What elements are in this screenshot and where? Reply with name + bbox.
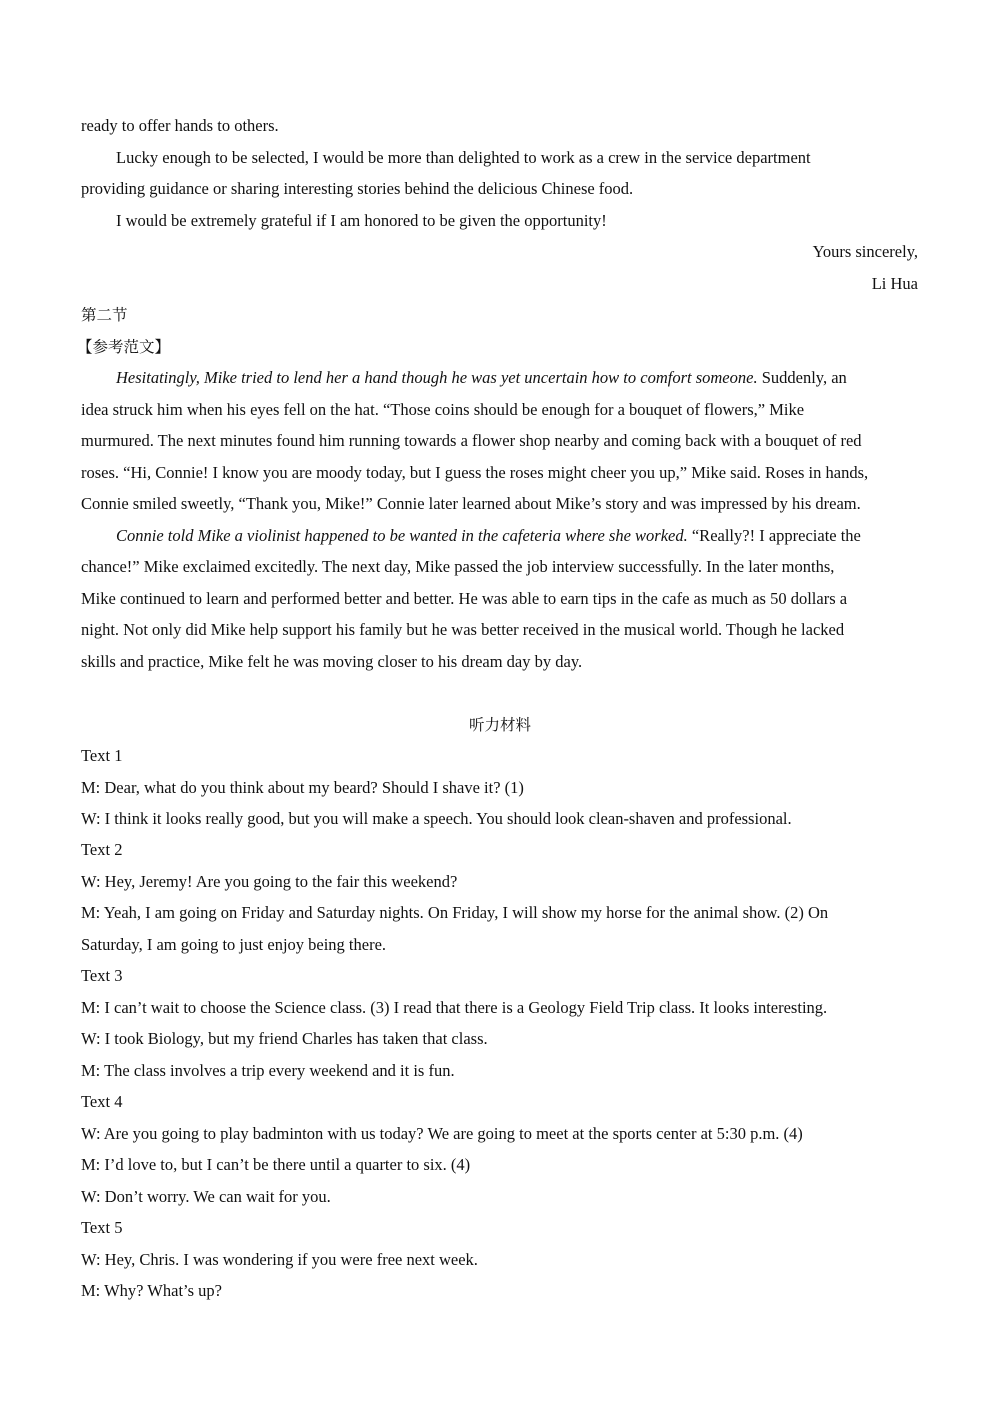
essay-line: Hesitatingly, Mike tried to lend her a hand though he was yet uncertain how to comfort someone. Suddenly, an (116, 368, 847, 387)
letter-signature: Li Hua (871, 274, 918, 293)
transcript-line: W: Hey, Jeremy! Are you going to the fair this weekend? (81, 872, 458, 891)
essay-line: night. Not only did Mike help support his family but he was better received in the musical world. Though he lacked (81, 620, 845, 639)
transcript-line: M: Yeah, I am going on Friday and Saturday nights. On Friday, I will show my horse for the animal show. (2) On (81, 903, 829, 922)
letter-line: ready to offer hands to others. (81, 116, 279, 135)
sample-essay-label: 【参考范文】 (77, 338, 171, 356)
essay-italic-opening: Hesitatingly, Mike tried to lend her a hand though he was yet uncertain how to comfort someone. (116, 368, 758, 387)
letter-line: Lucky enough to be selected, I would be more than delighted to work as a crew in the service department (116, 148, 811, 167)
transcript-line: W: Are you going to play badminton with us today? We are going to meet at the sports center at 5:30 p.m. (4) (81, 1124, 803, 1143)
transcript-line: W: Don’t worry. We can wait for you. (81, 1187, 331, 1206)
transcript-line: M: The class involves a trip every weekend and it is fun. (81, 1061, 455, 1080)
transcript-line: W: Hey, Chris. I was wondering if you were free next week. (81, 1250, 478, 1269)
section-heading: 第二节 (81, 306, 128, 324)
transcript-line: Saturday, I am going to just enjoy being there. (81, 935, 387, 954)
essay-line: Connie told Mike a violinist happened to be wanted in the cafeteria where she worked. “Really?! I appreciate the (116, 526, 861, 545)
letter-closing: Yours sincerely, (812, 242, 918, 261)
essay-line: idea struck him when his eyes fell on the hat. “Those coins should be enough for a bouquet of flowers,” Mike (81, 400, 805, 419)
essay-line: Connie smiled sweetly, “Thank you, Mike!” Connie later learned about Mike’s story and was impressed by his dream. (81, 494, 861, 513)
listening-title: 听力材料 (468, 716, 531, 734)
essay-line: skills and practice, Mike felt he was moving closer to his dream day by day. (81, 652, 583, 671)
essay-line: Mike continued to learn and performed better and better. He was able to earn tips in the cafe as much as 50 dollars a (81, 589, 848, 608)
transcript-line: M: Why? What’s up? (81, 1281, 222, 1300)
transcript-label: Text 3 (81, 966, 123, 985)
transcript-label: Text 1 (81, 746, 123, 765)
transcript-line: M: Dear, what do you think about my beard? Should I shave it? (1) (81, 778, 524, 797)
transcript-label: Text 2 (81, 840, 123, 859)
transcript-line: M: I’d love to, but I can’t be there until a quarter to six. (4) (81, 1155, 471, 1174)
transcript-line: M: I can’t wait to choose the Science class. (3) I read that there is a Geology Field Trip class. It looks interesting. (81, 998, 828, 1017)
letter-line: providing guidance or sharing interesting stories behind the delicious Chinese food. (81, 179, 634, 198)
transcript-line: W: I think it looks really good, but you will make a speech. You should look clean-shaven and professional. (81, 809, 792, 828)
letter-line: I would be extremely grateful if I am honored to be given the opportunity! (116, 211, 607, 230)
transcript-label: Text 4 (81, 1092, 123, 1111)
essay-line: chance!” Mike exclaimed excitedly. The next day, Mike passed the job interview successfully. In the later months, (81, 557, 835, 576)
essay-italic-opening: Connie told Mike a violinist happened to be wanted in the cafeteria where she worked. (116, 526, 688, 545)
essay-line: murmured. The next minutes found him running towards a flower shop nearby and coming back with a bouquet of red (81, 431, 862, 450)
essay-line: roses. “Hi, Connie! I know you are moody today, but I guess the roses might cheer you up,” Mike said. Roses in hands, (81, 463, 869, 482)
transcript-line: W: I took Biology, but my friend Charles has taken that class. (81, 1029, 488, 1048)
transcript-label: Text 5 (81, 1218, 123, 1237)
